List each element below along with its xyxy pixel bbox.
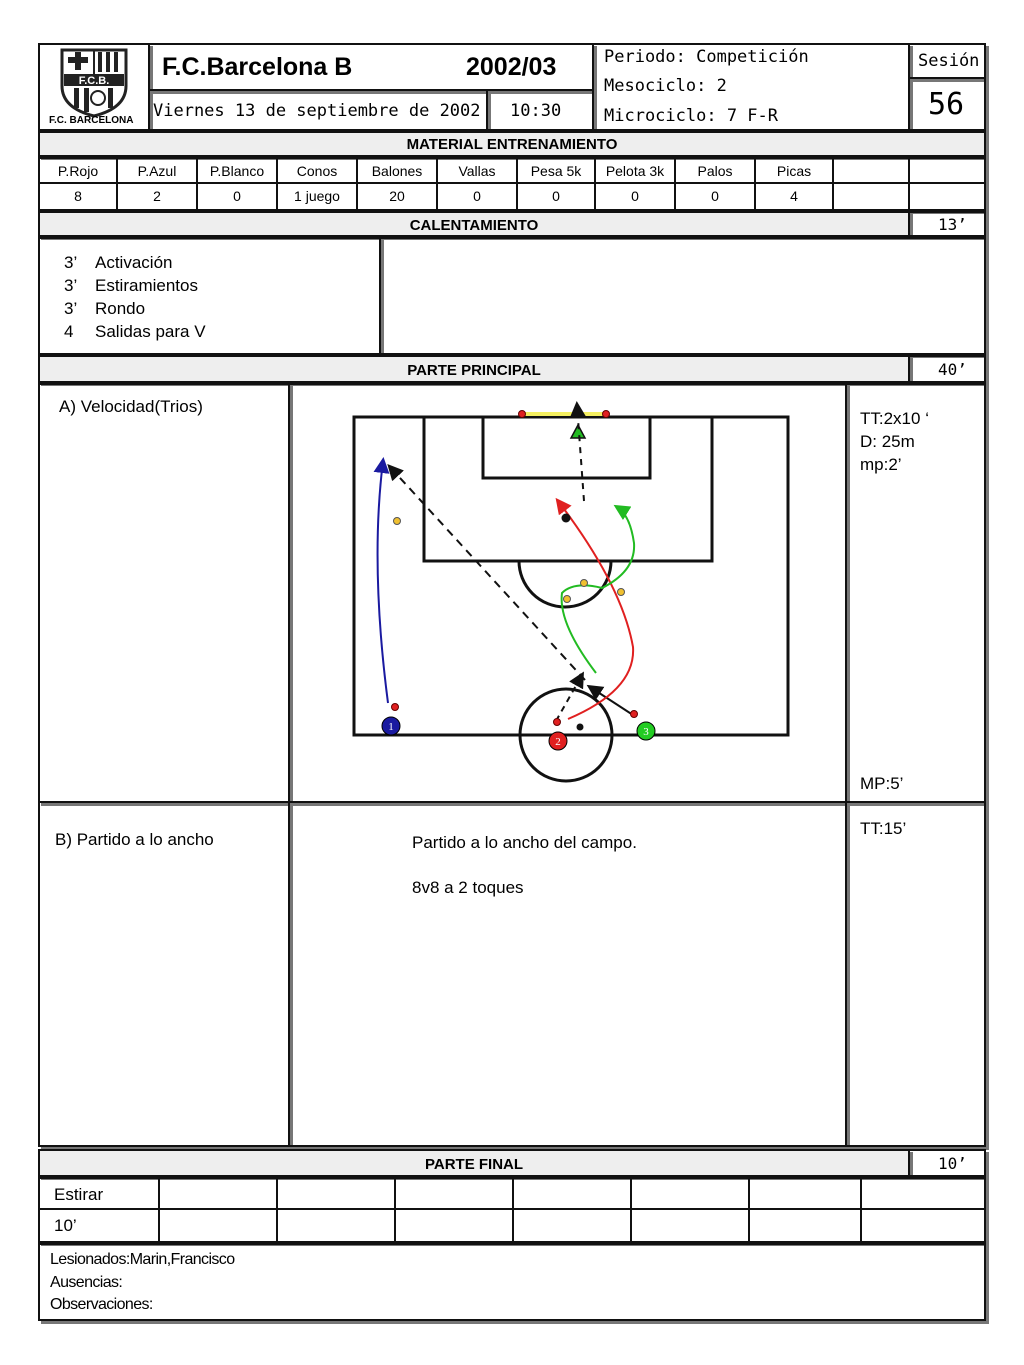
- goal-area: [483, 417, 650, 478]
- observaciones: Observaciones:: [50, 1296, 153, 1313]
- final-cell: [514, 1179, 632, 1210]
- cone-marker: [392, 704, 399, 711]
- material-value: 1 juego: [278, 184, 358, 209]
- exercise-b-name: B) Partido a lo ancho: [55, 830, 214, 849]
- material-value: 0: [198, 184, 278, 209]
- goalpost-marker: [519, 411, 526, 418]
- final-cell: [632, 1210, 750, 1241]
- principal-duration: 40’: [938, 360, 967, 379]
- microciclo: Microciclo: 7 F-R: [604, 106, 778, 126]
- logo-text: F.C.B.: [78, 75, 110, 87]
- player-3-label: 3: [643, 726, 649, 738]
- final-duration-box: [908, 1149, 986, 1177]
- exercise-a-diagram-box: [288, 383, 847, 803]
- cycle-info-box: [592, 43, 910, 131]
- ausencias: Ausencias:: [50, 1274, 123, 1291]
- cone-marker: [564, 596, 571, 603]
- exercise-b-description-box: [288, 801, 847, 1147]
- material-column-header: Balones: [358, 159, 438, 184]
- exercise-a-name: A) Velocidad(Trios): [59, 397, 203, 416]
- time-box: [486, 89, 594, 131]
- material-column-header: Pesa 5k: [518, 159, 596, 184]
- pass-path: [390, 467, 585, 680]
- final-cell: [862, 1210, 984, 1241]
- goalpost-marker: [603, 411, 610, 418]
- final-cell: [396, 1179, 514, 1210]
- cone-marker: [618, 589, 625, 596]
- run-path-player-1: [378, 461, 388, 703]
- material-value: 4: [756, 184, 834, 209]
- material-column-header: P.Blanco: [198, 159, 278, 184]
- session-number-box: [908, 77, 986, 131]
- warmup-item: 4 Salidas para V: [64, 322, 206, 341]
- run-path-player-2: [558, 501, 633, 719]
- final-cell: [278, 1179, 396, 1210]
- final-cell: [632, 1179, 750, 1210]
- material-column-header: [910, 159, 984, 184]
- final-cell: 10’: [40, 1210, 160, 1241]
- logo-box: [38, 43, 150, 131]
- principal-duration-box: [908, 355, 986, 383]
- calentamiento-header: [38, 211, 910, 237]
- date-box: [148, 89, 488, 131]
- material-table: [38, 157, 986, 211]
- material-value: 0: [438, 184, 518, 209]
- final-cell: [514, 1210, 632, 1241]
- material-column-header: Vallas: [438, 159, 518, 184]
- footer-box: [38, 1243, 986, 1321]
- warmup-item: 3’ Rondo: [64, 299, 146, 318]
- cone-marker: [581, 580, 588, 587]
- penalty-area: [424, 417, 712, 561]
- final-cell: [160, 1210, 278, 1241]
- principal-header: [38, 355, 910, 383]
- team-title-box: [148, 43, 594, 91]
- material-value: 0: [518, 184, 596, 209]
- final-header: [38, 1149, 910, 1177]
- material-column-header: Conos: [278, 159, 358, 184]
- final-cell: Estirar: [40, 1179, 160, 1210]
- material-column-header: P.Azul: [118, 159, 198, 184]
- lesionados: Lesionados:Marin,Francisco: [50, 1251, 235, 1268]
- exercise-b-notes-box: [845, 801, 986, 1147]
- exercise-b-notes: TT:15’: [860, 819, 907, 838]
- final-cell: [160, 1179, 278, 1210]
- cone-marker: [554, 719, 561, 726]
- ball-icon: [577, 724, 584, 731]
- exercise-a-name-box: [38, 383, 290, 803]
- final-cell: [396, 1210, 514, 1241]
- principal-title: PARTE PRINCIPAL: [407, 362, 541, 379]
- warmup-item: 3’ Estiramientos: [64, 276, 198, 295]
- exercise-a-note: TT:2x10 ‘: [860, 409, 929, 428]
- session-label-box: [908, 43, 986, 79]
- season: 2002/03: [466, 53, 557, 81]
- club-caption: F.C. BARCELONA: [49, 115, 134, 126]
- session-date: Viernes 13 de septiembre de 2002: [153, 101, 481, 121]
- material-column-header: Picas: [756, 159, 834, 184]
- team-name: F.C.Barcelona B: [162, 53, 353, 81]
- material-value: 0: [676, 184, 756, 209]
- final-cell: [750, 1179, 862, 1210]
- material-value: 0: [596, 184, 676, 209]
- exercise-b-description: Partido a lo ancho del campo.: [412, 833, 637, 852]
- calentamiento-diagram-box: [379, 237, 986, 355]
- calentamiento-title: CALENTAMIENTO: [409, 217, 539, 234]
- calentamiento-duration: 13’: [938, 215, 967, 234]
- material-header: [38, 131, 986, 157]
- final-table: [38, 1177, 986, 1243]
- warmup-item: 3’ Activación: [64, 253, 173, 272]
- final-cell: [278, 1210, 396, 1241]
- player-2-label: 2: [555, 736, 561, 748]
- exercise-a-note: D: 25m: [860, 432, 915, 451]
- material-value: 8: [40, 184, 118, 209]
- exercise-a-notes-box: [845, 383, 986, 803]
- material-value: 20: [358, 184, 438, 209]
- final-cell: [862, 1179, 984, 1210]
- exercise-a-note: mp:2’: [860, 455, 902, 474]
- calentamiento-list-box: [38, 237, 381, 355]
- player-1-label: 1: [388, 721, 394, 733]
- fcb-crest-icon: [54, 46, 134, 118]
- shot-path: [577, 405, 584, 501]
- cone-marker: [394, 518, 401, 525]
- material-column-header: Pelota 3k: [596, 159, 676, 184]
- calentamiento-duration-box: [908, 211, 986, 237]
- pitch-outline: [354, 417, 788, 735]
- mesociclo: Mesociclo: 2: [604, 76, 727, 96]
- exercise-b-name-box: [38, 801, 290, 1147]
- cone-marker: [631, 711, 638, 718]
- material-value: 2: [118, 184, 198, 209]
- material-column-header: [834, 159, 910, 184]
- material-column-header: P.Rojo: [40, 159, 118, 184]
- exercise-a-mp: MP:5’: [860, 774, 904, 793]
- material-value: [834, 184, 910, 209]
- final-duration: 10’: [938, 1154, 967, 1173]
- ball-icon: [562, 514, 571, 523]
- material-value: [910, 184, 984, 209]
- final-title: PARTE FINAL: [424, 1156, 524, 1173]
- exercise-b-description: 8v8 a 2 toques: [412, 878, 524, 897]
- pitch-diagram: [290, 385, 845, 801]
- material-column-header: Palos: [676, 159, 756, 184]
- final-cell: [750, 1210, 862, 1241]
- periodo: Periodo: Competición: [604, 47, 809, 67]
- session-label: Sesión: [918, 51, 980, 71]
- session-time: 10:30: [510, 101, 562, 121]
- session-number: 56: [928, 87, 965, 122]
- material-title: MATERIAL ENTRENAMIENTO: [406, 136, 618, 153]
